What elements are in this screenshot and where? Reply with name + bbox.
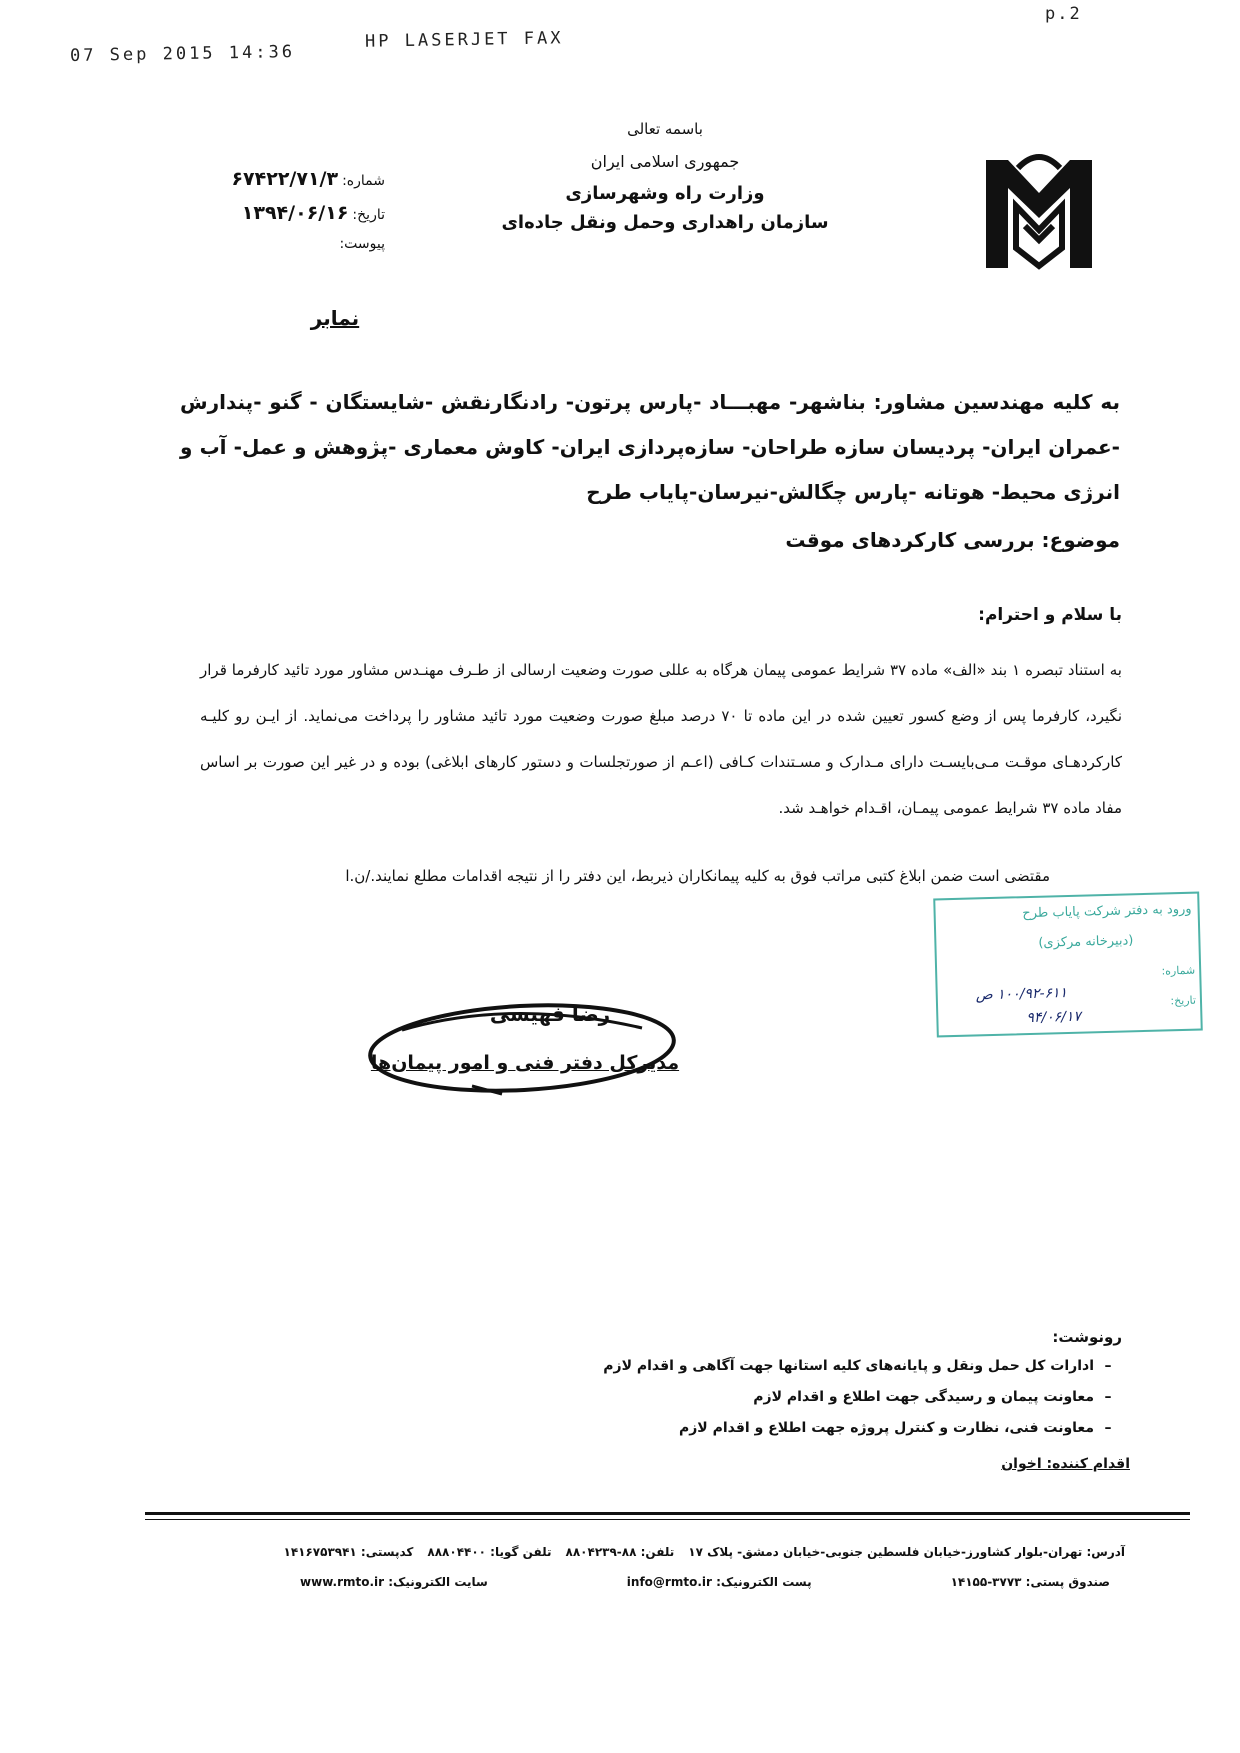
greeting: با سلام و احترام: (978, 605, 1122, 625)
cc-item-text: ادارات کل حمل ونقل و پایانه‌های کلیه استانها جهت آگاهی و اقدام لازم (603, 1358, 1094, 1374)
cc-dash: – (1104, 1358, 1112, 1374)
basmala: باسمه تعالی (627, 120, 703, 138)
footer-contact-line (225, 1545, 1125, 1559)
receipt-stamp (933, 892, 1203, 1038)
stamp-line-company: ورود به دفتر شرکت پایاب طرح (1022, 901, 1192, 922)
signer-name: رضا فهیسی (489, 1002, 611, 1026)
page-number: p.2 (1045, 4, 1082, 24)
footer-email: info@rmto.ir (626, 1575, 712, 1589)
stamp-date-label: تاریخ: (1170, 993, 1197, 1008)
cc-item (500, 1420, 1122, 1451)
date-row (205, 202, 385, 236)
number-value: ۶۷۴۲۲/۷۱/۳ (231, 168, 339, 190)
stamp-line-secretariat: (دبیرخانه مرکزی) (1038, 933, 1134, 951)
country-name: جمهوری اسلامی ایران (590, 152, 740, 171)
footer-divider-thick (145, 1512, 1190, 1515)
attachment-row (205, 236, 385, 270)
fax-timestamp: 07 Sep 2015 14:36 (69, 42, 296, 66)
footer-email-group (627, 1575, 812, 1589)
document-type: نمابر (310, 306, 360, 330)
footer-divider-thin (145, 1519, 1190, 1520)
number-label: شماره: (342, 173, 385, 189)
cc-item (500, 1358, 1122, 1389)
subject: موضوع: بررسی کارکردهای موقت (785, 528, 1120, 552)
footer-email-label: پست الکترونیک: (716, 1575, 812, 1589)
footer-website-label: سایت الکترونیک: (388, 1575, 488, 1589)
rmto-logo-icon (978, 148, 1100, 273)
stamp-date-handwritten: ۹۴/۰۶/۱۷ (1026, 1008, 1082, 1027)
footer-online-line (300, 1575, 1110, 1589)
stamp-number-label: شماره: (1161, 963, 1196, 978)
number-row (205, 168, 385, 202)
cc-item-text: معاونت فنی، نظارت و کنترل پروژه جهت اطلاع و اقدام لازم (678, 1420, 1094, 1436)
recipients: به کلیه مهندسین مشاور: بناشهر- مهبـــاد -پارس پرتون- رادنگارنقش -شایستگان - گنو -پندارش -عمران ایران- پردیسان سازه طراحان- سازه‌پردازی ایران- کاوش معماری -پژوهش و عمل- آب و انرژی محیط- هوتانه -پارس چگالش-نیرسان-پایاب طرح (180, 390, 1120, 504)
action-by: اقدام کننده: اخوان (1001, 1456, 1130, 1472)
letterhead (500, 120, 830, 233)
cc-item (500, 1389, 1122, 1420)
cc-title: رونوشت: (1052, 1328, 1122, 1346)
footer-fax: تلفن گویا: ۸۸۸۰۴۴۰۰ (427, 1545, 552, 1559)
fax-device: HP LASERJET FAX (364, 28, 564, 52)
signer-title: مدیرکل دفتر فنی و امور پیمان‌ها (370, 1052, 680, 1074)
date-value: ۱۳۹۴/۰۶/۱۶ (241, 202, 349, 224)
date-label: تاریخ: (352, 207, 385, 223)
footer-website-group (300, 1575, 488, 1589)
attachment-label: پیوست: (339, 236, 385, 252)
cc-list (500, 1358, 1122, 1451)
cc-dash: – (1104, 1389, 1112, 1405)
footer-postal-code: کدپستی: ۱۴۱۶۷۵۳۹۴۱ (283, 1545, 414, 1559)
stamp-number-handwritten: ۱۰۰/۹۲-۶۱۱ ص (975, 985, 1068, 1004)
footer-website: www.rmto.ir (300, 1575, 385, 1589)
closing-text: مقتضی است ضمن ابلاغ کتبی مراتب فوق به کلیه پیمانکاران ذیربط، این دفتر را از نتیجه اقدامات مطلع نمایند./ن.ا (345, 867, 1050, 885)
footer-po-box: صندوق پستی: ۳۷۷۳-۱۴۱۵۵ (950, 1575, 1110, 1589)
cc-item-text: معاونت پیمان و رسیدگی جهت اطلاع و اقدام لازم (753, 1389, 1094, 1405)
footer-address: آدرس: تهران-بلوار کشاورز-خیابان فلسطین جنوبی-خیابان دمشق- پلاک ۱۷ (688, 1545, 1125, 1559)
cc-dash: – (1104, 1420, 1112, 1436)
letter-meta (205, 168, 385, 270)
footer-phone: تلفن: ۸۸-۸۸۰۴۲۳۹ (565, 1545, 675, 1559)
body-text: به استناد تبصره ۱ بند «الف» ماده ۳۷ شرایط عمومی پیمان هرگاه به عللی صورت وضعیت ارسالی از طـرف مهنـدس مشاور مورد تائید کارفرما قرار نگیرد، کارفرما پس از وضع کسور تعیین شده در این ماده تا ۷۰ درصد مبلغ صورت وضعیت مورد تائید مشاور را پرداخت می‌نماید. از ایـن رو کلیـه کارکردهـای موقـت مـی‌بایسـت دارای مـدارک و مسـتندات کـافی (اعـم از صورتجلسات و دستور کارهای ابلاغی) بوده و در غیر این صورت بر اساس مفاد ماده ۳۷ شرایط عمومی پیمـان، اقـدام خواهـد شد. (200, 661, 1122, 817)
organization-name: سازمان راهداری وحمل ونقل جاده‌ای (501, 212, 829, 233)
ministry-name: وزارت راه وشهرسازی (565, 183, 765, 204)
